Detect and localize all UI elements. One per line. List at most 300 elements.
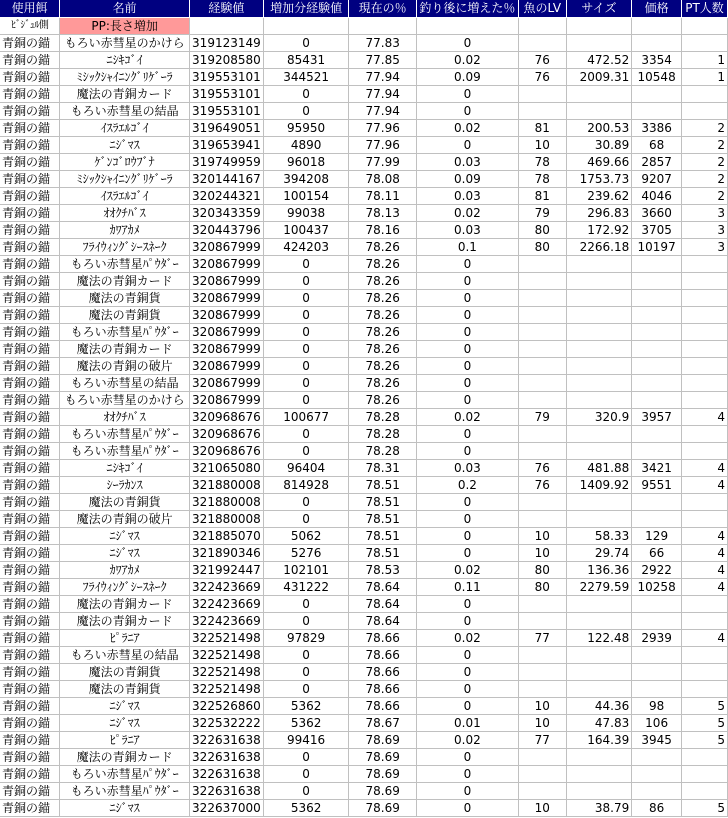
cell-name: 魔法の青銅貨	[60, 494, 190, 511]
cell-pt-count: 2	[682, 171, 728, 188]
cell-pt-count	[682, 324, 728, 341]
table-row	[0, 392, 728, 409]
cell-price: 3354	[632, 52, 682, 69]
cell-exp-gain: 5362	[263, 698, 349, 715]
cell-pct-gain: 0	[416, 256, 518, 273]
cell-pt-count: 2	[682, 120, 728, 137]
cell-exp-gain: 0	[263, 426, 349, 443]
cell-exp-gain: 0	[263, 392, 349, 409]
cell-exp-gain: 5276	[263, 545, 349, 562]
cell-name: ﾆｼｷｺﾞｲ	[60, 460, 190, 477]
cell-exp-gain: 5062	[263, 528, 349, 545]
cell-price	[632, 511, 682, 528]
cell-exp-gain: 0	[263, 511, 349, 528]
cell-fish-lv	[518, 375, 566, 392]
cell-fish-lv: 10	[518, 698, 566, 715]
cell-bait: 青銅の錨	[0, 341, 60, 358]
cell-price	[632, 443, 682, 460]
cell-pt-count: 5	[682, 800, 728, 817]
cell-exp: 320867999	[190, 324, 264, 341]
cell-pt-count	[682, 596, 728, 613]
cell-fish-lv	[518, 256, 566, 273]
cell-bait: 青銅の錨	[0, 511, 60, 528]
cell-bait: 青銅の錨	[0, 375, 60, 392]
cell-pt-count	[682, 613, 728, 630]
cell-fish-lv: 10	[518, 715, 566, 732]
cell-pct-gain: 0	[416, 681, 518, 698]
cell-name: ﾌﾗｲｳｨﾝｸﾞｼｰｽﾈｰｸ	[60, 579, 190, 596]
cell-pt-count	[682, 647, 728, 664]
cell-price	[632, 426, 682, 443]
cell-pt-count	[682, 375, 728, 392]
cell-exp: 321885070	[190, 528, 264, 545]
cell-pt-count: 4	[682, 545, 728, 562]
cell-price: 129	[632, 528, 682, 545]
cell-fish-lv: 76	[518, 477, 566, 494]
cell-pct-gain: 0	[416, 800, 518, 817]
cell-size: 1409.92	[566, 477, 632, 494]
cell-price	[632, 358, 682, 375]
cell-fish-lv: 80	[518, 222, 566, 239]
cell-current-pct: 78.26	[349, 273, 416, 290]
cell-size	[566, 341, 632, 358]
cell-name: ｵｵｸﾁﾊﾞｽ	[60, 409, 190, 426]
cell-pct-gain: 0	[416, 86, 518, 103]
cell-name: 魔法の青銅の破片	[60, 358, 190, 375]
cell-price: 2857	[632, 154, 682, 171]
cell-name: ｶﾜｱｶﾒ	[60, 222, 190, 239]
cell-exp: 322521498	[190, 664, 264, 681]
cell-bait: 青銅の錨	[0, 545, 60, 562]
cell-price: 2922	[632, 562, 682, 579]
subheader-cell	[632, 18, 682, 35]
cell-pt-count: 3	[682, 222, 728, 239]
cell-exp-gain: 0	[263, 307, 349, 324]
cell-pct-gain: 0.03	[416, 460, 518, 477]
cell-fish-lv	[518, 103, 566, 120]
cell-fish-lv: 78	[518, 154, 566, 171]
cell-price	[632, 290, 682, 307]
table-row	[0, 511, 728, 528]
cell-current-pct: 78.67	[349, 715, 416, 732]
cell-current-pct: 78.51	[349, 545, 416, 562]
cell-exp-gain: 394208	[263, 171, 349, 188]
cell-current-pct: 78.26	[349, 256, 416, 273]
cell-pct-gain: 0	[416, 307, 518, 324]
cell-size	[566, 290, 632, 307]
cell-name: 魔法の青銅カード	[60, 596, 190, 613]
cell-pct-gain: 0	[416, 766, 518, 783]
cell-exp-gain: 100437	[263, 222, 349, 239]
cell-price: 98	[632, 698, 682, 715]
table-row	[0, 341, 728, 358]
cell-fish-lv	[518, 86, 566, 103]
cell-exp-gain: 0	[263, 443, 349, 460]
cell-fish-lv	[518, 324, 566, 341]
column-header-exp-gain: 増加分経験値	[263, 0, 349, 18]
table-row	[0, 528, 728, 545]
cell-bait: 青銅の錨	[0, 256, 60, 273]
cell-current-pct: 78.69	[349, 749, 416, 766]
cell-bait: 青銅の錨	[0, 205, 60, 222]
cell-current-pct: 78.64	[349, 596, 416, 613]
cell-bait: 青銅の錨	[0, 800, 60, 817]
cell-exp-gain: 102101	[263, 562, 349, 579]
cell-pt-count: 1	[682, 52, 728, 69]
cell-name: もろい赤彗星ﾊﾟｳﾀﾞｰ	[60, 256, 190, 273]
cell-size	[566, 647, 632, 664]
cell-pt-count: 4	[682, 579, 728, 596]
cell-bait: 青銅の錨	[0, 783, 60, 800]
cell-fish-lv	[518, 511, 566, 528]
cell-exp-gain: 0	[263, 749, 349, 766]
cell-exp: 322526860	[190, 698, 264, 715]
column-header-fish-lv: 魚のLV	[518, 0, 566, 18]
cell-name: ﾆｼﾞﾏｽ	[60, 137, 190, 154]
cell-pct-gain: 0	[416, 664, 518, 681]
column-header-exp: 経験値	[190, 0, 264, 18]
cell-pt-count: 2	[682, 137, 728, 154]
table-row	[0, 290, 728, 307]
table-row	[0, 188, 728, 205]
cell-price: 86	[632, 800, 682, 817]
subheader-row	[0, 18, 728, 35]
cell-fish-lv: 81	[518, 188, 566, 205]
cell-size: 200.53	[566, 120, 632, 137]
cell-exp-gain: 0	[263, 273, 349, 290]
cell-fish-lv: 80	[518, 579, 566, 596]
column-header-current-pct: 現在の％	[349, 0, 416, 18]
cell-pct-gain: 0.02	[416, 52, 518, 69]
cell-bait: 青銅の錨	[0, 86, 60, 103]
cell-name: ｹﾞﾝｺﾞﾛｳﾌﾞﾅ	[60, 154, 190, 171]
table-row	[0, 698, 728, 715]
table-row	[0, 596, 728, 613]
table-row	[0, 120, 728, 137]
cell-current-pct: 78.08	[349, 171, 416, 188]
cell-price: 9207	[632, 171, 682, 188]
cell-exp-gain: 97829	[263, 630, 349, 647]
cell-name: もろい赤彗星のかけら	[60, 392, 190, 409]
table-row	[0, 800, 728, 817]
cell-size	[566, 256, 632, 273]
cell-current-pct: 78.26	[349, 307, 416, 324]
cell-bait: 青銅の錨	[0, 698, 60, 715]
cell-fish-lv	[518, 613, 566, 630]
cell-pct-gain: 0	[416, 596, 518, 613]
cell-exp-gain: 0	[263, 664, 349, 681]
cell-current-pct: 78.51	[349, 528, 416, 545]
cell-fish-lv: 76	[518, 460, 566, 477]
cell-price	[632, 256, 682, 273]
cell-pct-gain: 0	[416, 341, 518, 358]
cell-bait: 青銅の錨	[0, 460, 60, 477]
table-row	[0, 562, 728, 579]
cell-pct-gain: 0.02	[416, 409, 518, 426]
cell-name: ﾆｼﾞﾏｽ	[60, 715, 190, 732]
cell-current-pct: 78.66	[349, 647, 416, 664]
cell-price: 4046	[632, 188, 682, 205]
cell-bait: 青銅の錨	[0, 307, 60, 324]
table-row	[0, 494, 728, 511]
cell-exp-gain: 0	[263, 290, 349, 307]
cell-size: 47.83	[566, 715, 632, 732]
cell-bait: 青銅の錨	[0, 749, 60, 766]
cell-size: 122.48	[566, 630, 632, 647]
cell-pt-count	[682, 443, 728, 460]
cell-exp-gain: 0	[263, 766, 349, 783]
cell-current-pct: 78.28	[349, 409, 416, 426]
cell-current-pct: 78.53	[349, 562, 416, 579]
column-header-pt-count: PT人数	[682, 0, 728, 18]
cell-exp-gain: 0	[263, 613, 349, 630]
cell-size	[566, 596, 632, 613]
cell-price	[632, 681, 682, 698]
cell-exp: 322631638	[190, 766, 264, 783]
table-row	[0, 69, 728, 86]
cell-pt-count	[682, 35, 728, 52]
table-row	[0, 154, 728, 171]
cell-pt-count: 5	[682, 732, 728, 749]
table-row	[0, 375, 728, 392]
cell-pct-gain: 0	[416, 35, 518, 52]
cell-size	[566, 494, 632, 511]
subheader-cell	[263, 18, 349, 35]
table-row	[0, 732, 728, 749]
cell-size: 1753.73	[566, 171, 632, 188]
table-body	[0, 18, 728, 817]
cell-bait: 青銅の錨	[0, 154, 60, 171]
cell-exp: 319553101	[190, 103, 264, 120]
cell-bait: 青銅の錨	[0, 171, 60, 188]
cell-price: 3945	[632, 732, 682, 749]
cell-exp: 321890346	[190, 545, 264, 562]
cell-current-pct: 78.26	[349, 375, 416, 392]
cell-exp-gain: 344521	[263, 69, 349, 86]
cell-current-pct: 78.51	[349, 477, 416, 494]
cell-bait: 青銅の錨	[0, 664, 60, 681]
cell-exp: 320867999	[190, 239, 264, 256]
table-row	[0, 205, 728, 222]
cell-bait: 青銅の錨	[0, 443, 60, 460]
cell-current-pct: 78.69	[349, 732, 416, 749]
cell-exp: 319208580	[190, 52, 264, 69]
cell-exp-gain: 100677	[263, 409, 349, 426]
cell-size	[566, 749, 632, 766]
cell-fish-lv	[518, 766, 566, 783]
cell-name: もろい赤彗星の結晶	[60, 103, 190, 120]
cell-current-pct: 78.26	[349, 392, 416, 409]
cell-name: もろい赤彗星ﾊﾟｳﾀﾞｰ	[60, 443, 190, 460]
cell-price	[632, 103, 682, 120]
cell-pct-gain: 0.09	[416, 69, 518, 86]
cell-exp-gain: 0	[263, 103, 349, 120]
cell-name: 魔法の青銅貨	[60, 664, 190, 681]
cell-bait: 青銅の錨	[0, 392, 60, 409]
cell-pt-count	[682, 426, 728, 443]
cell-fish-lv: 80	[518, 239, 566, 256]
cell-size	[566, 35, 632, 52]
cell-name: もろい赤彗星のかけら	[60, 35, 190, 52]
cell-pct-gain: 0	[416, 494, 518, 511]
cell-fish-lv: 77	[518, 732, 566, 749]
cell-exp: 322532222	[190, 715, 264, 732]
cell-size	[566, 307, 632, 324]
table-row	[0, 358, 728, 375]
cell-pt-count: 3	[682, 205, 728, 222]
cell-price	[632, 647, 682, 664]
cell-bait: 青銅の錨	[0, 426, 60, 443]
cell-pct-gain: 0	[416, 358, 518, 375]
cell-name: もろい赤彗星の結晶	[60, 647, 190, 664]
cell-pt-count	[682, 103, 728, 120]
table-row	[0, 273, 728, 290]
cell-bait: 青銅の錨	[0, 273, 60, 290]
cell-fish-lv: 81	[518, 120, 566, 137]
cell-size	[566, 443, 632, 460]
cell-exp: 321880008	[190, 477, 264, 494]
cell-price: 9551	[632, 477, 682, 494]
cell-pt-count	[682, 290, 728, 307]
cell-pct-gain: 0.03	[416, 154, 518, 171]
cell-size	[566, 375, 632, 392]
cell-size	[566, 392, 632, 409]
cell-current-pct: 77.99	[349, 154, 416, 171]
cell-pt-count	[682, 681, 728, 698]
cell-bait: 青銅の錨	[0, 137, 60, 154]
table-row	[0, 426, 728, 443]
cell-pt-count: 1	[682, 69, 728, 86]
cell-current-pct: 78.64	[349, 579, 416, 596]
cell-pt-count	[682, 749, 728, 766]
cell-fish-lv	[518, 494, 566, 511]
cell-pt-count	[682, 307, 728, 324]
table-row	[0, 715, 728, 732]
cell-size	[566, 273, 632, 290]
cell-name: ｶﾜｱｶﾒ	[60, 562, 190, 579]
cell-exp: 322521498	[190, 647, 264, 664]
cell-name: ﾋﾟﾗﾆｱ	[60, 732, 190, 749]
table-row	[0, 239, 728, 256]
cell-exp: 322637000	[190, 800, 264, 817]
cell-bait: 青銅の錨	[0, 562, 60, 579]
cell-price	[632, 35, 682, 52]
cell-pct-gain: 0	[416, 290, 518, 307]
table-row	[0, 324, 728, 341]
table-row	[0, 749, 728, 766]
table-row	[0, 613, 728, 630]
cell-size: 44.36	[566, 698, 632, 715]
cell-price	[632, 613, 682, 630]
cell-size: 296.83	[566, 205, 632, 222]
cell-fish-lv	[518, 596, 566, 613]
cell-price: 68	[632, 137, 682, 154]
cell-pt-count: 3	[682, 239, 728, 256]
cell-exp-gain: 0	[263, 375, 349, 392]
cell-fish-lv: 79	[518, 205, 566, 222]
cell-name: ﾐｼｯｸｼｬｲﾆﾝｸﾞﾘｹﾞｰﾗ	[60, 69, 190, 86]
cell-price	[632, 749, 682, 766]
cell-pct-gain: 0.02	[416, 732, 518, 749]
cell-price: 3660	[632, 205, 682, 222]
cell-fish-lv	[518, 341, 566, 358]
cell-size	[566, 426, 632, 443]
cell-exp-gain: 424203	[263, 239, 349, 256]
cell-exp: 320343359	[190, 205, 264, 222]
cell-fish-lv	[518, 35, 566, 52]
cell-size: 30.89	[566, 137, 632, 154]
cell-size: 469.66	[566, 154, 632, 171]
cell-exp-gain: 99416	[263, 732, 349, 749]
cell-price: 10258	[632, 579, 682, 596]
table-row	[0, 256, 728, 273]
cell-name: ﾆｼﾞﾏｽ	[60, 545, 190, 562]
cell-current-pct: 78.66	[349, 698, 416, 715]
cell-price	[632, 664, 682, 681]
subheader-cell-pp: PP:長さ増加	[60, 18, 190, 35]
cell-current-pct: 77.96	[349, 120, 416, 137]
cell-pct-gain: 0.02	[416, 205, 518, 222]
cell-size	[566, 358, 632, 375]
cell-current-pct: 78.69	[349, 766, 416, 783]
cell-current-pct: 78.13	[349, 205, 416, 222]
cell-exp: 322423669	[190, 596, 264, 613]
cell-pct-gain: 0.03	[416, 222, 518, 239]
cell-bait: 青銅の錨	[0, 596, 60, 613]
cell-size: 58.33	[566, 528, 632, 545]
cell-pt-count: 2	[682, 154, 728, 171]
cell-exp-gain: 5362	[263, 715, 349, 732]
cell-price	[632, 341, 682, 358]
cell-size	[566, 324, 632, 341]
cell-fish-lv: 76	[518, 52, 566, 69]
cell-exp-gain: 0	[263, 494, 349, 511]
cell-current-pct: 78.26	[349, 239, 416, 256]
cell-pct-gain: 0.02	[416, 120, 518, 137]
subheader-cell	[190, 18, 264, 35]
cell-pct-gain: 0	[416, 647, 518, 664]
cell-exp: 320867999	[190, 392, 264, 409]
cell-current-pct: 78.66	[349, 664, 416, 681]
cell-bait: 青銅の錨	[0, 409, 60, 426]
cell-pct-gain: 0.11	[416, 579, 518, 596]
cell-fish-lv	[518, 426, 566, 443]
cell-current-pct: 78.26	[349, 290, 416, 307]
cell-bait: 青銅の錨	[0, 477, 60, 494]
cell-price	[632, 392, 682, 409]
cell-exp-gain: 0	[263, 783, 349, 800]
cell-exp-gain: 0	[263, 596, 349, 613]
column-header-size: サイズ	[566, 0, 632, 18]
cell-fish-lv: 10	[518, 545, 566, 562]
cell-exp: 321880008	[190, 494, 264, 511]
column-header-pct-gain: 釣り後に増えた％	[416, 0, 518, 18]
cell-name: 魔法の青銅貨	[60, 307, 190, 324]
cell-fish-lv: 79	[518, 409, 566, 426]
cell-current-pct: 77.85	[349, 52, 416, 69]
cell-exp: 322631638	[190, 732, 264, 749]
cell-size: 164.39	[566, 732, 632, 749]
cell-name: ﾐｼｯｸｼｬｲﾆﾝｸﾞﾘｹﾞｰﾗ	[60, 171, 190, 188]
cell-bait: 青銅の錨	[0, 35, 60, 52]
cell-name: ｵｵｸﾁﾊﾞｽ	[60, 205, 190, 222]
cell-pt-count: 4	[682, 477, 728, 494]
cell-pt-count	[682, 273, 728, 290]
cell-size: 472.52	[566, 52, 632, 69]
cell-price: 10548	[632, 69, 682, 86]
cell-bait: 青銅の錨	[0, 647, 60, 664]
cell-size: 38.79	[566, 800, 632, 817]
